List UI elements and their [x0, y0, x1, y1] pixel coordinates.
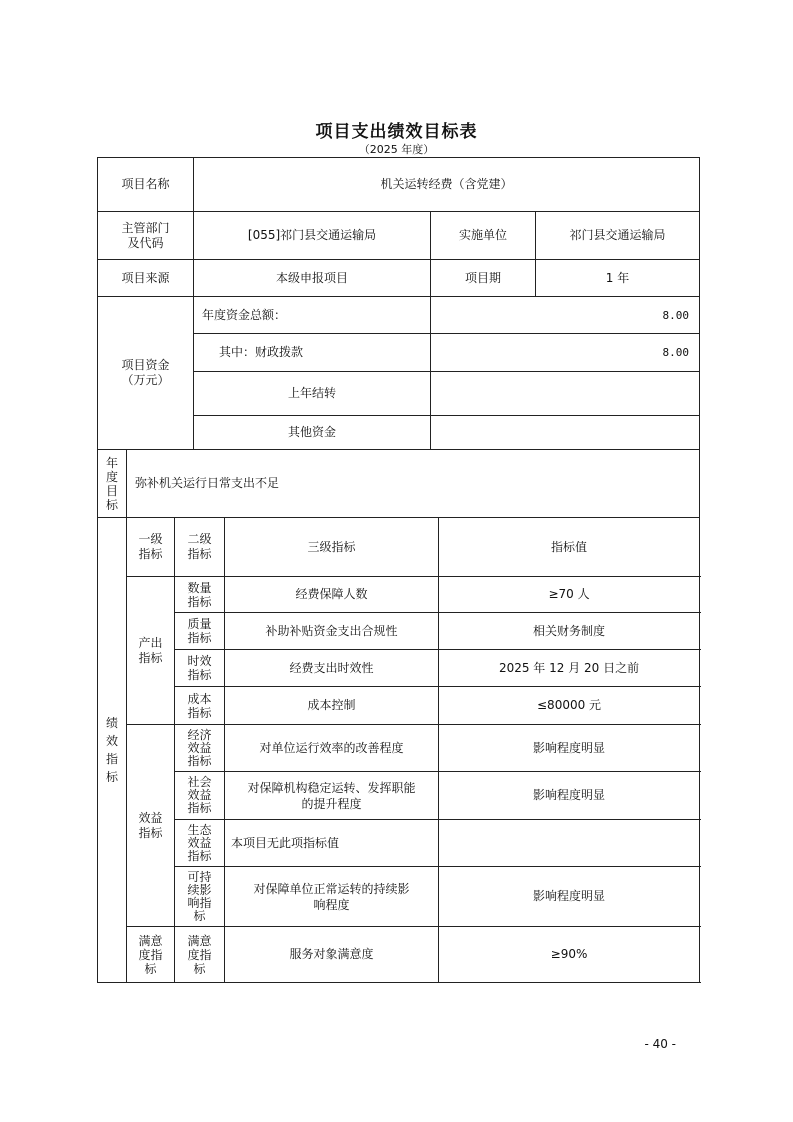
exec-label: 实施单位 [431, 212, 536, 260]
table-row [98, 297, 700, 334]
indicator-level2: 数量 指标 [175, 577, 225, 613]
indicator-level2: 质量 指标 [175, 613, 225, 650]
page-title: 项目支出绩效目标表 [315, 122, 478, 142]
source-value: 本级申报项目 [194, 260, 431, 297]
project-name-value: 机关运转经费（含党建） [194, 158, 700, 212]
funds-other-label: 其他资金 [194, 416, 431, 450]
indicator-level3: 对保障单位正常运转的持续影 响程度 [225, 867, 439, 927]
indicator-level2: 经济 效益 指标 [175, 725, 225, 772]
col-level2-header: 二级 指标 [175, 518, 225, 577]
indicator-level3: 经费保障人数 [225, 577, 439, 613]
indicator-value: ≤80000 元 [439, 687, 700, 725]
indicator-level2: 时效 指标 [175, 650, 225, 687]
funds-total-value: 8.00 [431, 297, 700, 334]
project-name-label: 项目名称 [98, 158, 194, 212]
funds-fiscal-value: 8.00 [431, 334, 700, 372]
performance-indicators-label: 绩 效 指 标 [98, 518, 127, 983]
table-row [98, 212, 700, 260]
indicator-value: 影响程度明显 [439, 772, 700, 820]
indicator-value: 2025 年 12 月 20 日之前 [439, 650, 700, 687]
funds-total-label: 年度资金总额： [194, 297, 431, 334]
table-row [98, 772, 700, 820]
indicator-level2: 社会 效益 指标 [175, 772, 225, 820]
funds-other-value [431, 416, 700, 450]
funds-fiscal-label: 其中：财政拨款 [194, 334, 431, 372]
indicator-level3: 经费支出时效性 [225, 650, 439, 687]
indicator-value: ≥70 人 [439, 577, 700, 613]
col-level1-header: 一级 指标 [127, 518, 175, 577]
indicator-value [439, 820, 700, 867]
table-row [98, 450, 700, 518]
indicator-level3: 补助补贴资金支出合规性 [225, 613, 439, 650]
funds-carryover-value [431, 372, 700, 416]
table-row [98, 613, 700, 650]
output-indicators-label: 产出 指标 [127, 577, 175, 725]
indicator-value: 影响程度明显 [439, 867, 700, 927]
table-row [98, 927, 700, 983]
period-value: 1 年 [536, 260, 700, 297]
annual-goal-label: 年 度 目 标 [98, 450, 127, 518]
table-row [98, 650, 700, 687]
indicator-value: ≥90% [439, 927, 700, 983]
dept-label: 主管部门 及代码 [98, 212, 194, 260]
indicator-level2: 生态 效益 指标 [175, 820, 225, 867]
source-label: 项目来源 [98, 260, 194, 297]
indicator-value: 相关财务制度 [439, 613, 700, 650]
indicator-level3: 成本控制 [225, 687, 439, 725]
annual-goal-text: 弥补机关运行日常支出不足 [127, 450, 700, 518]
dept-value: [055]祁门县交通运输局 [194, 212, 431, 260]
table-row [98, 518, 700, 577]
satisfaction-indicators-label: 满意 度指 标 [127, 927, 175, 983]
indicator-level3: 服务对象满意度 [225, 927, 439, 983]
table-row [98, 158, 700, 212]
funds-carryover-label: 上年结转 [194, 372, 431, 416]
indicator-level2: 满意 度指 标 [175, 927, 225, 983]
table-row [98, 577, 700, 613]
col-level3-header: 三级指标 [225, 518, 439, 577]
performance-table [97, 157, 700, 983]
indicator-level3: 本项目无此项指标值 [225, 820, 439, 867]
exec-value: 祁门县交通运输局 [536, 212, 700, 260]
table-row [98, 820, 700, 867]
page-number: - 40 - [644, 1037, 676, 1051]
benefit-indicators-label: 效益 指标 [127, 725, 175, 927]
table-row [98, 725, 700, 772]
table-row [98, 260, 700, 297]
table-row [98, 867, 700, 927]
indicator-level2: 成本 指标 [175, 687, 225, 725]
period-label: 项目期 [431, 260, 536, 297]
indicator-level3: 对保障机构稳定运转、发挥职能 的提升程度 [225, 772, 439, 820]
table-row [98, 687, 700, 725]
indicator-value: 影响程度明显 [439, 725, 700, 772]
indicator-level2: 可持 续影 响指 标 [175, 867, 225, 927]
col-value-header: 指标值 [439, 518, 700, 577]
indicator-level3: 对单位运行效率的改善程度 [225, 725, 439, 772]
funds-label: 项目资金 （万元） [98, 297, 194, 450]
page-subtitle: （2025 年度） [358, 143, 435, 156]
